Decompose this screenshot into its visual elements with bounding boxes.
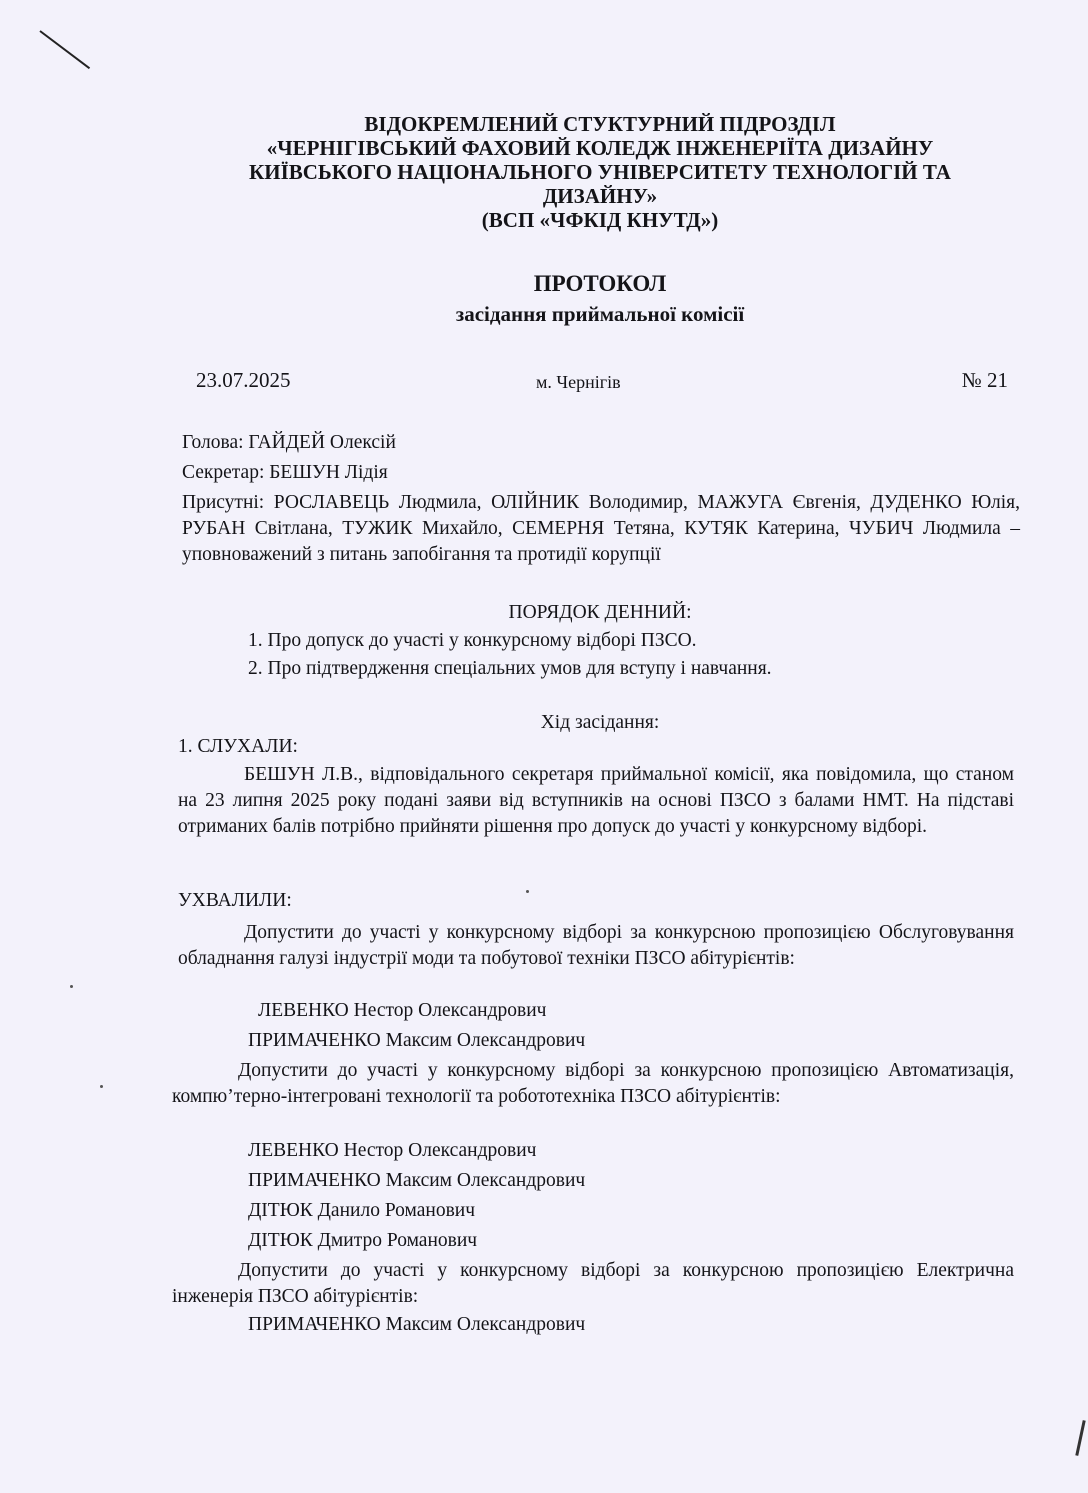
header-line: ДИЗАЙНУ» — [542, 184, 658, 208]
document-subtitle: засідання приймальної комісії — [455, 302, 745, 326]
decided-label: УХВАЛИЛИ: — [178, 890, 292, 911]
meeting-meta — [196, 368, 1008, 398]
meeting-city: м. Чернігів — [536, 372, 621, 392]
secretary-line: Секретар: БЕШУН Лідія — [182, 462, 388, 483]
applicant-name: ДІТЮК Данило Романович — [248, 1200, 476, 1221]
applicant-name: ПРИМАЧЕНКО Максим Олександрович — [248, 1170, 586, 1191]
meeting-date: 23.07.2025 — [196, 368, 291, 392]
header-line: «ЧЕРНІГІВСЬКИЙ ФАХОВИЙ КОЛЕДЖ ІНЖЕНЕРІЇТА ДИЗАЙНУ — [266, 136, 934, 160]
speck — [526, 890, 529, 893]
agenda-item: 2. Про підтвердження спеціальних умов для вступу і навчання. — [248, 658, 772, 679]
chairman-line: Голова: ГАЙДЕЙ Олексій — [182, 432, 396, 453]
edge-mark — [1075, 1420, 1085, 1456]
document-title-block — [330, 270, 870, 328]
speck — [100, 1085, 103, 1088]
heard-text: БЕШУН Л.В., відповідального секретаря приймальної комісії, яка повідомила, що станом на 23 липня 2025 року подані заяви від вступників на основі ПЗСО з балами НМТ. На підставі отриманих балів потрібно прийняти рішення про допуск до участі у конкурсному відборі. — [178, 764, 1014, 837]
agenda-title: ПОРЯДОК ДЕННИЙ: — [508, 602, 692, 623]
applicant-name: ПРИМАЧЕНКО Максим Олександрович — [248, 1314, 586, 1335]
speck — [70, 985, 73, 988]
decision-text: Допустити до участі у конкурсному відборі за конкурсною пропозицією Обслуговування обладнання галузі індустрії моди та побутової техніки ПЗСО абітурієнтів: — [178, 922, 1014, 969]
agenda-item: 1. Про допуск до участі у конкурсному відборі ПЗСО. — [248, 630, 697, 651]
applicant-name: ЛЕВЕНКО Нестор Олександрович — [258, 1000, 547, 1021]
heard-label: 1. СЛУХАЛИ: — [178, 736, 298, 757]
applicant-name: ПРИМАЧЕНКО Максим Олександрович — [248, 1030, 586, 1051]
present-members: Присутні: РОСЛАВЕЦЬ Людмила, ОЛІЙНИК Володимир, МАЖУГА Євгенія, ДУДЕНКО Юлія, РУБАН Світлана, ТУЖИК Михайло, СЕМЕРНЯ Тетяна, КУТЯК Катерина, ЧУБИЧ Людмила – уповноважений з питань запобігання та протидії корупції — [182, 492, 1020, 565]
document-title: ПРОТОКОЛ — [533, 271, 667, 296]
header-line: (ВСП «ЧФКІД КНУТД») — [481, 208, 719, 232]
header-line: ВІДОКРЕМЛЕНИЙ СТУКТУРНИЙ ПІДРОЗДІЛ — [364, 112, 836, 136]
decision-text: Допустити до участі у конкурсному відборі за конкурсною пропозицією Автоматизація, компю’терно-інтегровані технології та робототехніка ПЗСО абітурієнтів: — [172, 1060, 1014, 1107]
applicant-name: ЛЕВЕНКО Нестор Олександрович — [248, 1140, 537, 1161]
decision-text: Допустити до участі у конкурсному відборі за конкурсною пропозицією Електрична інженерія ПЗСО абітурієнтів: — [172, 1260, 1014, 1307]
institution-header — [190, 112, 1010, 232]
applicant-name: ДІТЮК Дмитро Романович — [248, 1230, 478, 1251]
protocol-number: № 21 — [961, 368, 1008, 392]
header-line: КИЇВСЬКОГО НАЦІОНАЛЬНОГО УНІВЕРСИТЕТУ ТЕХНОЛОГІЙ ТА — [249, 160, 951, 184]
proceedings-title: Хід засідання: — [540, 712, 660, 733]
pen-stroke-mark — [39, 30, 90, 69]
